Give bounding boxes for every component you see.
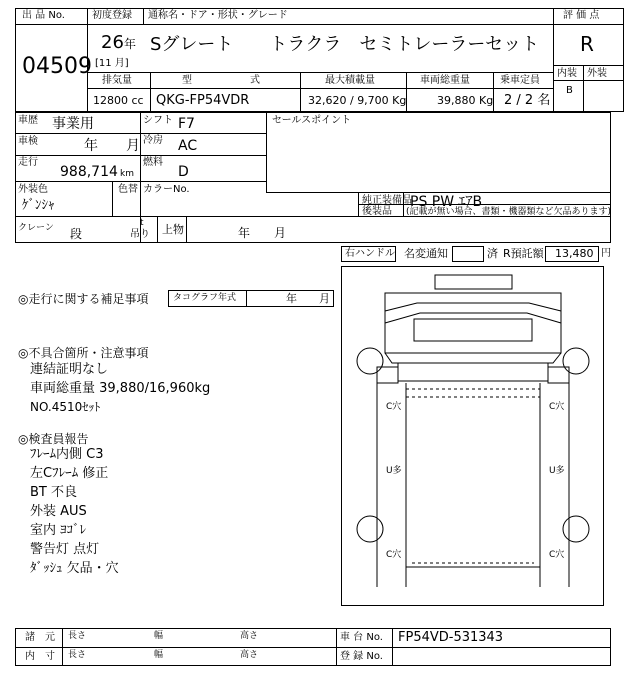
cab-roof <box>385 293 561 353</box>
mileage-label: 走行 <box>18 157 38 168</box>
inspector-item-5: 室内 ﾖｺﾞﾚ <box>30 523 87 538</box>
height-label: 高さ <box>240 631 259 641</box>
chassis-label: 車 台 No. <box>340 632 383 643</box>
spec-label-capacity: 乗車定員 <box>500 75 540 86</box>
equipment-value: PS PW ｴｱB <box>410 194 483 210</box>
defect-item-1: 連結証明なし <box>30 362 109 377</box>
tachograph-label: タコグラフ年式 <box>173 293 237 303</box>
cab-windshield-top <box>385 303 561 311</box>
wheel-front-right <box>563 348 589 374</box>
mileage-value: 988,714 <box>60 164 118 180</box>
cab-windshield-line <box>385 313 561 323</box>
inspector-heading: ◎検査員報告 <box>18 432 89 446</box>
crane-label: クレーン <box>18 223 54 233</box>
exterior-label: 外装 <box>587 68 607 79</box>
score-label: 評 価 点 <box>563 10 600 21</box>
spec-label-max-load: 最大積載量 <box>325 75 375 86</box>
color-label: 外装色 <box>18 184 48 195</box>
interior-score: B <box>566 85 573 96</box>
registration-label: 登 録 No. <box>340 651 383 662</box>
cab-body <box>398 363 548 381</box>
overall-score: R <box>580 32 594 56</box>
color-code-label: カラーNo. <box>143 184 190 195</box>
lot-label: 出 品 No. <box>22 10 65 21</box>
spec-label-displacement: 排気量 <box>102 75 132 86</box>
sales-point-label: セールスポイント <box>272 115 352 126</box>
vehicle-diagram <box>341 266 604 606</box>
recycle-unit: 円 <box>601 248 611 259</box>
reg-month: [11 月] <box>95 58 129 69</box>
inspector-item-4: 外装 AUS <box>30 504 87 519</box>
aftermarket-label: 後装品 <box>362 206 392 217</box>
chassis-number: FP54VD-531343 <box>398 630 504 645</box>
defect-item-3: NO.4510ｾｯﾄ <box>30 400 101 414</box>
upper-date: 年 月 <box>238 226 287 240</box>
equipment-label: 純正装備品 <box>362 195 412 206</box>
wheel-rear-left <box>357 516 383 542</box>
mark-u-many-1: U多 <box>386 466 402 476</box>
inner-label: 内 寸 <box>25 651 55 662</box>
inspector-item-3: BT 不良 <box>30 485 77 500</box>
inspector-item-1: ﾌﾚｰﾑ内側 C3 <box>30 447 104 462</box>
fuel-label: 燃料 <box>143 157 163 168</box>
vehicle-title: Sグレート トラクラ セミトレーラーセット <box>150 34 540 55</box>
ac-label: 冷房 <box>143 135 163 146</box>
lot-number: 04509 <box>22 54 92 79</box>
name-change-box <box>452 246 484 262</box>
mark-c-hole-2: C穴 <box>549 402 565 412</box>
crane-stage: 段 <box>70 227 83 241</box>
name-change-label: 名変通知 <box>404 247 448 260</box>
color-value: ｹﾞﾝｼｬ <box>22 198 55 213</box>
wheel-rear-right <box>563 516 589 542</box>
ac-value: AC <box>178 138 198 154</box>
recycle-deposit-label: R預託額 <box>503 247 544 260</box>
mileage-unit: km <box>120 169 134 179</box>
width-label: 幅 <box>154 631 164 641</box>
defects-heading: ◎不具合箇所・注意事項 <box>18 346 149 360</box>
inner-length-label: 長さ <box>68 650 87 660</box>
reg-year-unit: 年 <box>124 37 137 51</box>
shift-value: F7 <box>178 116 195 132</box>
mark-c-hole-3: C穴 <box>386 550 402 560</box>
mark-c-hole-1: C穴 <box>386 402 402 412</box>
dims-label: 諸 元 <box>25 632 55 643</box>
inner-height-label: 高さ <box>240 650 259 660</box>
first-reg-label: 初度登録 <box>92 10 132 21</box>
inspector-item-2: 左Cﾌﾚｰﾑ 修正 <box>30 466 109 481</box>
supplement-heading: ◎走行に関する補足事項 <box>18 292 149 306</box>
fuel-value: D <box>178 164 189 180</box>
interior-label: 内装 <box>557 68 577 79</box>
inspection-label: 車検 <box>18 136 38 147</box>
length-label: 長さ <box>68 631 87 641</box>
recycle-status: 済 <box>487 247 498 260</box>
reg-year: 26 <box>101 32 124 53</box>
cab-lower <box>385 353 561 363</box>
max-load-value: 32,620 / 9,700 Kg <box>308 94 407 107</box>
wheel-front-left <box>357 348 383 374</box>
gross-weight-value: 39,880 Kg <box>437 94 494 107</box>
capacity-value: 2 / 2 名 <box>504 93 551 108</box>
mark-u-many-2: U多 <box>549 466 565 476</box>
inspection-value: 年 月 <box>84 138 140 154</box>
color-change-label: 色替 <box>118 184 138 195</box>
crane-lift: 吊り <box>130 229 150 240</box>
model-value: QKG-FP54VDR <box>156 93 250 108</box>
cab-windshield <box>414 319 532 341</box>
crane-t: t <box>140 218 144 228</box>
spec-label-gross: 車両総重量 <box>420 75 470 86</box>
tachograph-value: 年 月 <box>286 292 330 305</box>
defect-item-2: 車両総重量 39,880/16,960kg <box>30 381 211 396</box>
history-value: 事業用 <box>52 116 94 132</box>
recycle-amount: 13,480 <box>555 247 594 260</box>
history-label: 車歴 <box>18 115 38 126</box>
inner-width-label: 幅 <box>154 650 164 660</box>
upper-label: 上物 <box>162 223 184 236</box>
mark-c-hole-4: C穴 <box>549 550 565 560</box>
steering-value: 右ハンドル <box>345 248 395 259</box>
spec-label-model-1: 型 <box>182 75 192 86</box>
inspector-item-7: ﾀﾞｯｼｭ 欠品・穴 <box>30 561 119 576</box>
title-label: 通称名・ドア・形状・グレード <box>148 10 288 21</box>
displacement-value: 12800 cc <box>93 94 144 107</box>
rear-mirror <box>435 275 512 289</box>
inspector-item-6: 警告灯 点灯 <box>30 542 100 557</box>
aftermarket-note: (記載が無い場合、書類・機器類など欠品あります) <box>406 207 612 217</box>
spec-label-model-2: 式 <box>250 75 260 86</box>
shift-label: シフト <box>143 115 173 126</box>
